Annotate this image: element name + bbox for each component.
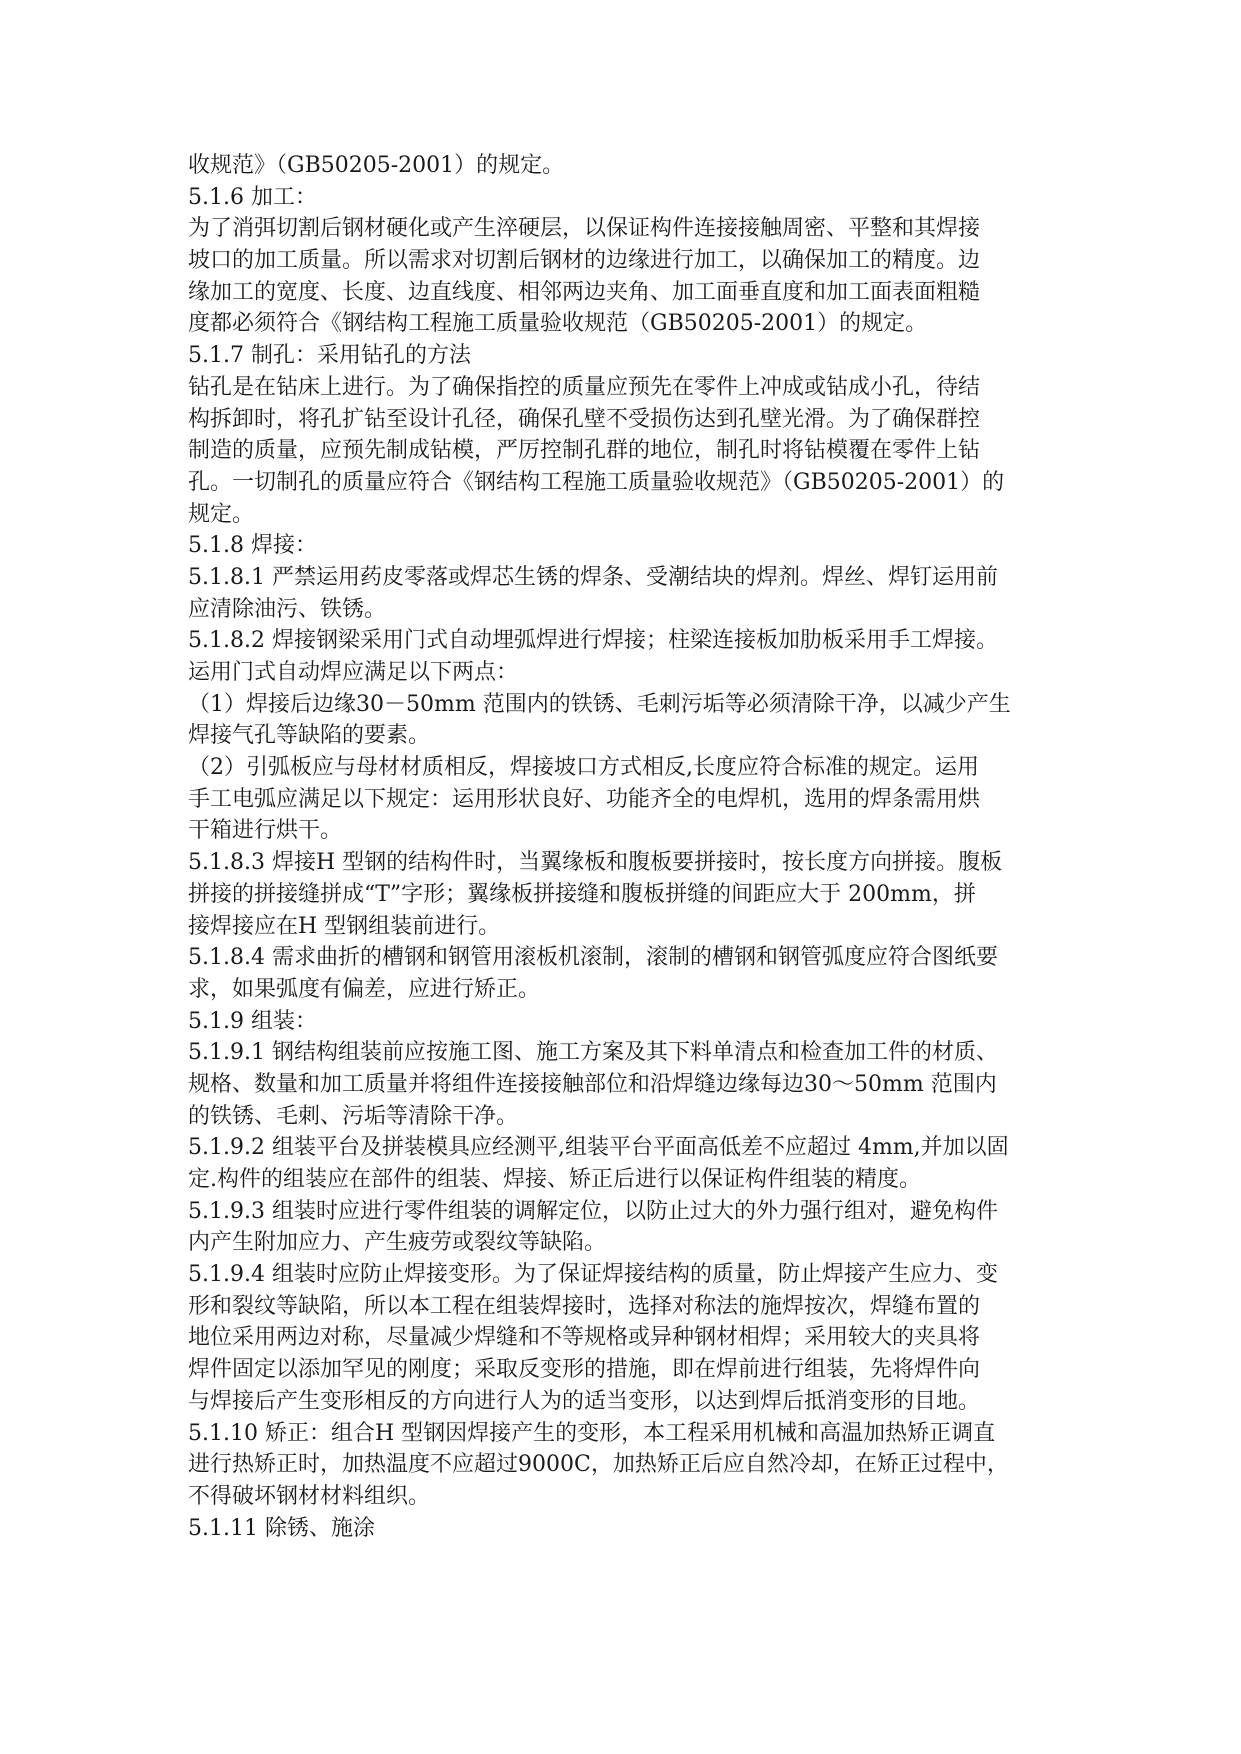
text-line: 坡口的加工质量。所以需求对切割后钢材的边缘进行加工，以确保加工的精度。边 (188, 248, 981, 274)
text-line: 求，如果弧度有偏差，应进行矫正。 (188, 976, 541, 1002)
text-line: 地位采用两边对称，尽量减少焊缝和不等规格或异种钢材相焊；采用较大的夹具将 (188, 1325, 981, 1351)
text-line: 定.构件的组装应在部件的组装、焊接、矫正后进行以保证构件组装的精度。 (188, 1167, 921, 1192)
text-line: 拼接的拼接缝拼成“T”字形；翼缘板拼接缝和腹板拼缝的间距应大于 200mm，拼 (188, 881, 976, 907)
text-line: 5.1.10 矫正：组合H 型钢因焊接产生的变形，本工程采用机械和高温加热矫正调直 (188, 1420, 996, 1446)
text-line: 收规范》（GB50205-2001）的规定。 (188, 153, 565, 178)
section-heading: 5.1.7 制孔：采用钻孔的方法 (188, 343, 471, 369)
text-line: 手工电弧应满足以下规定：运用形状良好、功能齐全的电焊机，选用的焊条需用烘 (188, 786, 981, 812)
text-line: 形和裂纹等缺陷，所以本工程在组装焊接时，选择对称法的施焊按次，焊缝布置的 (188, 1293, 981, 1319)
text-line: 焊件固定以添加罕见的刚度；采取反变形的措施，即在焊前进行组装，先将焊件向 (188, 1357, 981, 1383)
text-line: 钻孔是在钻床上进行。为了确保指控的质量应预先在零件上冲成或钻成小孔，待结 (188, 374, 981, 400)
text-line: 度都必须符合《钢结构工程施工质量验收规范（GB50205-2001）的规定。 (188, 311, 928, 337)
text-line: 与焊接后产生变形相反的方向进行人为的适当变形，以达到焊后抵消变形的目地。 (188, 1388, 981, 1414)
section-heading: 5.1.8 焊接： (188, 533, 317, 559)
text-line: 5.1.8.4 需求曲折的槽钢和钢管用滚板机滚制，滚制的槽钢和钢管弧度应符合图纸要 (188, 945, 998, 971)
text-line: 进行热矫正时，加热温度不应超过9000C，加热矫正后应自然冷却，在矫正过程中， (188, 1452, 1009, 1478)
text-line: 运用门式自动焊应满足以下两点： (188, 660, 519, 685)
text-line: 干箱进行烘干。 (188, 818, 343, 844)
section-heading: 5.1.11 除锈、施涂 (188, 1515, 375, 1541)
text-line: 制造的质量，应预先制成钻模，严厉控制孔群的地位，制孔时将钻模覆在零件上钻 (188, 438, 981, 464)
text-line: 内产生附加应力、产生疲劳或裂纹等缺陷。 (188, 1230, 607, 1256)
text-line: 构拆卸时，将孔扩钻至设计孔径，确保孔壁不受损伤达到孔壁光滑。为了确保群控 (188, 406, 981, 432)
text-line: 焊接气孔等缺陷的要素。 (188, 723, 431, 749)
text-line: 规定。 (188, 501, 255, 527)
text-line: 的铁锈、毛刺、污垢等清除干净。 (188, 1103, 519, 1129)
text-line: 5.1.8.3 焊接H 型钢的结构件时，当翼缘板和腹板要拼接时，按长度方向拼接。腹板 (188, 850, 1003, 876)
text-line: 孔。一切制孔的质量应符合《钢结构工程施工质量验收规范》（GB50205-2001）的 (188, 469, 1005, 495)
text-line: 5.1.8.1 严禁运用药皮零落或焊芯生锈的焊条、受潮结块的焊剂。焊丝、焊钉运用前 (188, 564, 998, 590)
section-heading: 5.1.9 组装： (188, 1008, 317, 1034)
text-line: 接焊接应在H 型钢组装前进行。 (188, 913, 501, 939)
document-body (188, 150, 1088, 1544)
text-line: 5.1.9.1 钢结构组装前应按施工图、施工方案及其下料单清点和检查加工件的材质、 (188, 1040, 998, 1066)
text-line: 不得破坏钢材材料组织。 (188, 1483, 431, 1509)
text-line: 缘加工的宽度、长度、边直线度、相邻两边夹角、加工面垂直度和加工面表面粗糙 (188, 279, 981, 305)
text-line: 5.1.8.2 焊接钢梁采用门式自动埋弧焊进行焊接；柱梁连接板加肋板采用手工焊接。 (188, 628, 998, 654)
text-line: 5.1.9.2 组装平台及拼装模具应经测平,组装平台平面高低差不应超过 4mm,并加以固 (188, 1135, 1009, 1161)
section-heading: 5.1.6 加工： (188, 184, 317, 210)
text-line: 应清除油污、铁锈。 (188, 596, 387, 622)
text-line: 规格、数量和加工质量并将组件连接接触部位和沿焊缝边缘每边30～50mm 范围内 (188, 1071, 997, 1097)
text-line: 5.1.9.4 组装时应防止焊接变形。为了保证焊接结构的质量，防止焊接产生应力、变 (188, 1262, 998, 1288)
text-line: 5.1.9.3 组装时应进行零件组装的调解定位，以防止过大的外力强行组对，避免构件 (188, 1198, 998, 1224)
text-line: （2）引弧板应与母材材质相反，焊接坡口方式相反,长度应符合标准的规定。运用 (188, 755, 979, 781)
text-line: （1）焊接后边缘30－50mm 范围内的铁锈、毛刺污垢等必须清除干净，以减少产生 (188, 691, 1011, 717)
text-line: 为了消弭切割后钢材硬化或产生淬硬层，以保证构件连接接触周密、平整和其焊接 (188, 216, 981, 242)
